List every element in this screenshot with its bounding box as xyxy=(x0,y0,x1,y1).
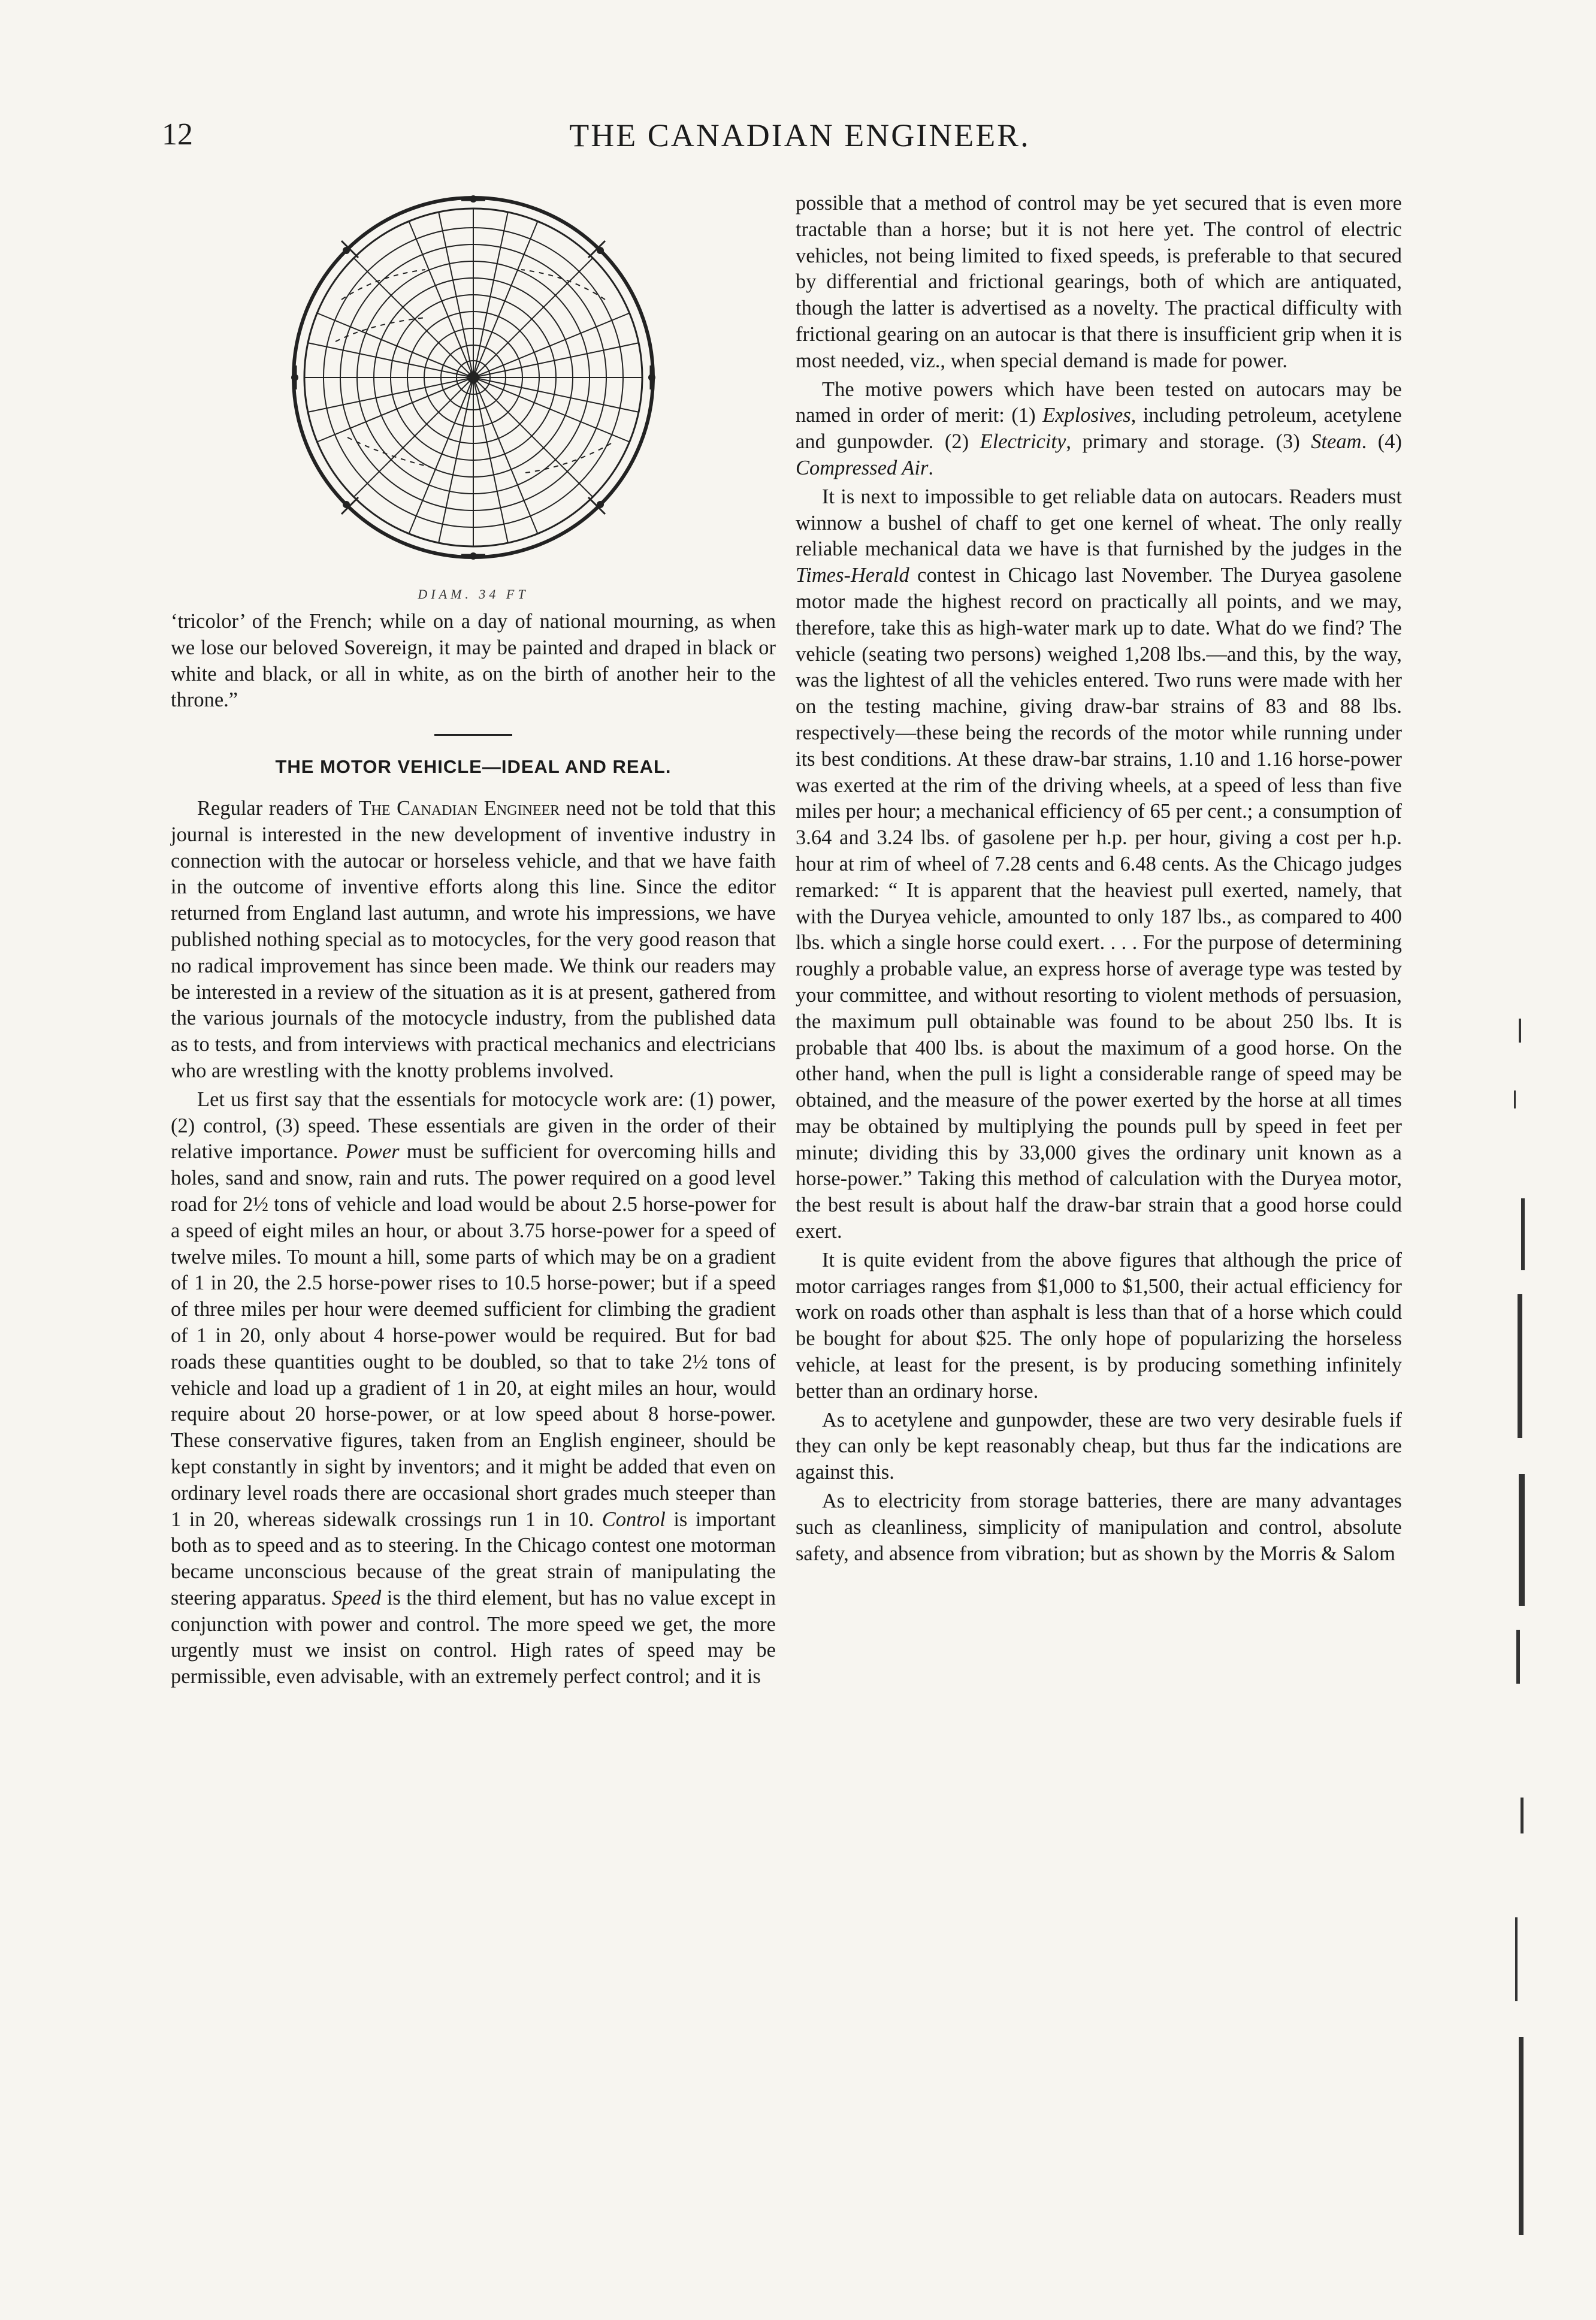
paragraph: It is quite evident from the above figures that although the price of motor carriages ranges from $1,000 to $1,500, their actual efficiency for work on roads other than asphalt is less than that of a horse which could be bought for about $25. The only hope of popularizing the horseless vehicle, at least for the present, is by producing something infinitely better than an ordinary horse. xyxy=(796,1248,1402,1403)
intro-paragraph: ‘tricolor’ of the French; while on a day of national mourning, as when we lose our beloved Sovereign, it may be painted and draped in black or white and black, or all in white, as on the birth of another heir to the throne.” xyxy=(171,610,776,712)
page-header xyxy=(162,117,1438,165)
circular-diagram xyxy=(282,186,665,569)
paragraph: Regular readers of The Canadian Engineer need not be told that this journal is interested in the new development of inventive industry in connection with the autocar or horseless vehicle, and that we have faith in the outcome of inventive efforts along this line. Since the editor returned from England last autumn, and wrote his impressions, we have published nothing special as to motocycles, for the very good reason that no radical improvement has since been made. We think our readers may be interested in a review of the situation as it is at present, gathered from the various journals of the motocycle industry, from the published data as to tests, and from interviews with practical mechanics and electricians who are wrestling with the knotty problems involved. xyxy=(171,796,776,1082)
margin-scan-marks xyxy=(1501,1019,1537,2277)
paragraph: As to electricity from storage batteries, there are many advantages such as cleanliness, simplicity of manipulation and control, absolute safety, and absence from vibration; but as shown by the Morris & Salom xyxy=(796,1490,1402,1565)
left-column xyxy=(171,186,776,1690)
paragraph: Let us first say that the essentials for motocycle work are: (1) power, (2) control, (3) speed. These essentials are given in the order of their relative importance. Power must be sufficient for overcoming hills and holes, sand and snow, rain and ruts. The power required on a good level road for 2½ tons of vehicle and load would be about 2.5 horse-power for a speed of eight miles an hour, or about 3.75 horse-power for a speed of twelve miles. To mount a hill, some parts of which may be on a gradient of 1 in 20, the 2.5 horse-power rises to 10.5 horse-power; but if a speed of three miles per hour were deemed sufficient for climbing the gradient of 1 in 20, only about 4 horse-power would be required. But for bad roads these quantities ought to be doubled, so that to take 2½ tons of vehicle and load up a gradient of 1 in 20, at eight miles an hour, would require about 20 horse-power, or at low speed about 8 horse-power. These conservative figures, taken from an English engineer, should be kept constantly in sight by inventors; and it might be added that even on ordinary level roads there are occasional short grades much steeper than 1 in 20, whereas sidewalk crossings run 1 in 10. Control is important both as to speed and as to steering. In the Chicago contest one motorman became unconscious because of the great strain of manipulating the steering apparatus. Speed is the third element, but has no value except in conjunction with power and control. The more speed we get, the more urgently must we insist on control. High rates of speed may be permissible, even advisable, with an extremely perfect control; and it is xyxy=(171,1088,776,1688)
paragraph: possible that a method of control may be yet secured that is even more tractable than a horse; but it is not here yet. The control of electric vehicles, not being limited to fixed speeds, is preferable to that secured by differential and frictional gearings, both of which are antiquated, though the latter is advertised as a novelty. The practical difficulty with frictional gearing on an autocar is that there is insufficient grip when it is most needed, viz., when special demand is made for power. xyxy=(796,192,1402,372)
journal-name: The Canadian Engineer xyxy=(358,796,560,820)
section-heading: THE MOTOR VEHICLE—IDEAL AND REAL. xyxy=(275,756,672,778)
paragraph: As to acetylene and gunpowder, these are two very desirable fuels if they can only be kept reasonably cheap, but thus far the indications are against this. xyxy=(796,1408,1402,1484)
circular-diagram-figure xyxy=(171,186,776,605)
figure-caption: DIAM. 34 FT xyxy=(418,587,529,602)
page-number: 12 xyxy=(162,117,193,152)
running-title: THE CANADIAN ENGINEER. xyxy=(569,117,1030,153)
paragraph: It is next to impossible to get reliable data on autocars. Readers must winnow a bushel of chaff to get one kernel of wheat. The only really reliable mechanical data we have is that furnished by the judges in the Times-Herald contest in Chicago last November. The Duryea gasolene motor made the highest record on practically all points, and we may, therefore, take this as high-water mark up to date. What do we find? The vehicle (seating two persons) weighed 1,208 lbs.—and this, by the way, was the lightest of all the vehicles entered. Two runs were made with her on the testing machine, giving draw-bar strains of 83 and 88 lbs. respectively—these being the records of the motor while running under its best conditions. At these draw-bar strains, 1.10 and 1.16 horse-power was exerted at the rim of the driving wheels, at a speed of less than five miles per hour; a mechanical efficiency of 65 per cent.; a consumption of 3.64 and 3.24 lbs. of gasolene per h.p. per hour, giving a cost per h.p. hour at rim of wheel of 7.28 cents and 6.48 cents. As the Chicago judges remarked: “ It is apparent that the heaviest pull exerted, namely, that with the Duryea vehicle, amounted to only 187 lbs., as compared to 400 lbs. which a single horse could exert. . . . For the purpose of determining roughly a probable value, an express horse of average type was tested by your committee, and without resorting to violent methods of persuasion, the maximum pull obtainable was found to be about 250 lbs. It is probable that 400 lbs. is about the maximum of a good horse. On the other hand, when the pull is light a considerable range of speed may be obtained, and the measure of the power exerted by the horse at all times may be obtained by multiplying the pounds pull by speed in feet per minute; dividing this by 33,000 gives the ordinary unit known as a horse-power.” Taking this method of calculation with the Duryea motor, the best result is about half the draw-bar strain that a good horse could exert. xyxy=(796,485,1402,1243)
section-divider xyxy=(434,734,512,736)
paragraph: The motive powers which have been tested on autocars may be named in order of merit: (1) Explosives, including petroleum, acetylene and gunpowder. (2) Electricity, primary and storage. (3) Steam. (4) Compressed Air. xyxy=(796,377,1402,479)
right-column xyxy=(796,191,1402,1567)
